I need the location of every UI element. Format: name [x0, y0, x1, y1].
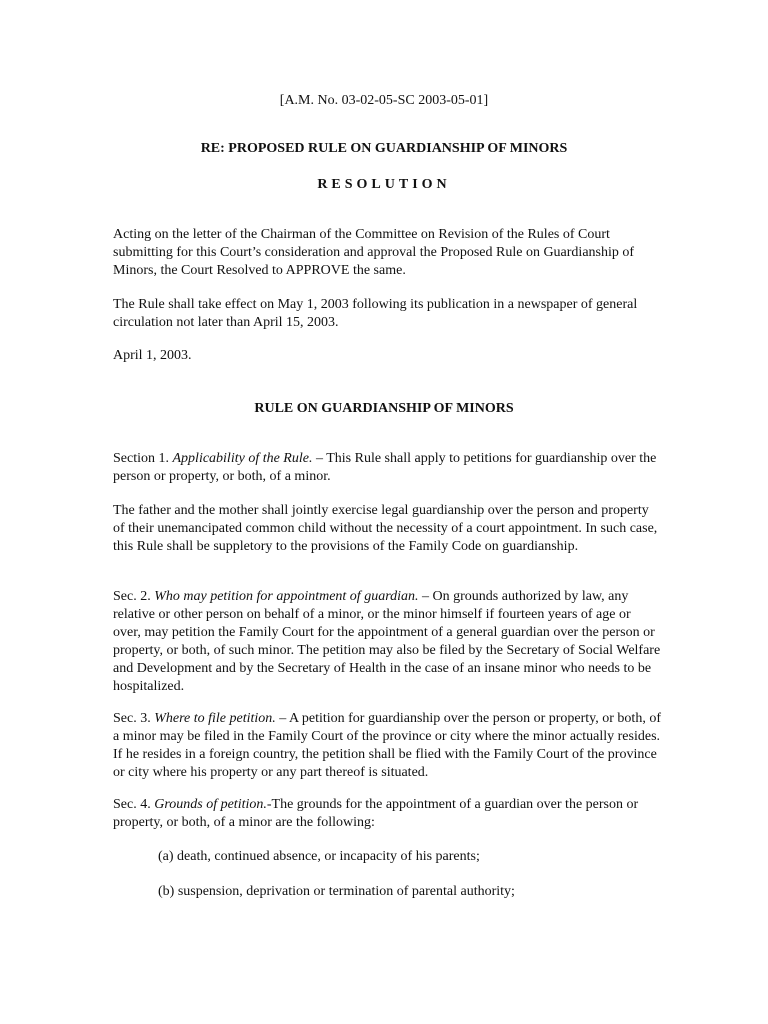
section-3-text: – A petition for guardianship over the person or property, or both, of a minor may be filed in the Family Court of the province or city where the minor actually resides. If he resides in a foreign country, the petition shall be flied with the Family Court of the province or city where his property or any part thereof is situated.: [113, 711, 661, 780]
section-1-number: Section 1.: [113, 451, 169, 466]
document-title: RE: PROPOSED RULE ON GUARDIANSHIP OF MINORS: [200, 141, 568, 156]
section-2-heading: Who may petition for appointment of guardian.: [154, 589, 419, 604]
section-2: [113, 588, 661, 696]
section-1-paragraph-2: The father and the mother shall jointly exercise legal guardianship over the person and property of their unemancipated common child without the necessity of a court appointment. In such case, this Rule shall be suppletory to the provisions of the Family Code on guardianship.: [113, 503, 658, 554]
rule-title: RULE ON GUARDIANSHIP OF MINORS: [254, 401, 514, 416]
section-4-item-a: (a) death, continued absence, or incapacity of his parents;: [158, 849, 480, 864]
section-1-text: – This Rule shall apply to petitions for guardianship over the person or property, or both, of a minor.: [113, 451, 657, 484]
section-4-heading: Grounds of petition.: [154, 797, 267, 812]
section-4-text: -The grounds for the appointment of a guardian over the person or property, or both, of a minor are the following:: [113, 797, 639, 830]
section-1: [113, 450, 661, 486]
section-2-text: – On grounds authorized by law, any relative or other person on behalf of a minor, or the minor himself if fourteen years of age or over, may petition the Family Court for the appointment of a general guardian over the person or property, or both, of such minor. The petition may also be filed by the Secretary of Social Welfare and Development and by the Secretary of Health in the case of an insane minor who needs to be hospitalized.: [113, 589, 661, 694]
section-3: [113, 710, 661, 782]
section-4-item-b: (b) suspension, deprivation or termination of parental authority;: [158, 884, 515, 899]
resolution-date: April 1, 2003.: [113, 348, 192, 363]
section-2-number: Sec. 2.: [113, 589, 151, 604]
resolution-paragraph-1: Acting on the letter of the Chairman of the Committee on Revision of the Rules of Court submitting for this Court’s consideration and approval the Proposed Rule on Guardianship of Minors, the Court Resolved to APPROVE the same.: [113, 227, 635, 278]
document-number: [A.M. No. 03-02-05-SC 2003-05-01]: [279, 93, 489, 108]
resolution-paragraph-2: The Rule shall take effect on May 1, 2003 following its publication in a newspaper of general circulation not later than April 15, 2003.: [113, 297, 638, 330]
section-3-number: Sec. 3.: [113, 711, 151, 726]
section-1-heading: Applicability of the Rule.: [172, 451, 313, 466]
section-3-heading: Where to file petition.: [154, 711, 276, 726]
section-4-number: Sec. 4.: [113, 797, 151, 812]
section-4: [113, 796, 661, 832]
resolution-heading: RESOLUTION: [317, 177, 451, 192]
